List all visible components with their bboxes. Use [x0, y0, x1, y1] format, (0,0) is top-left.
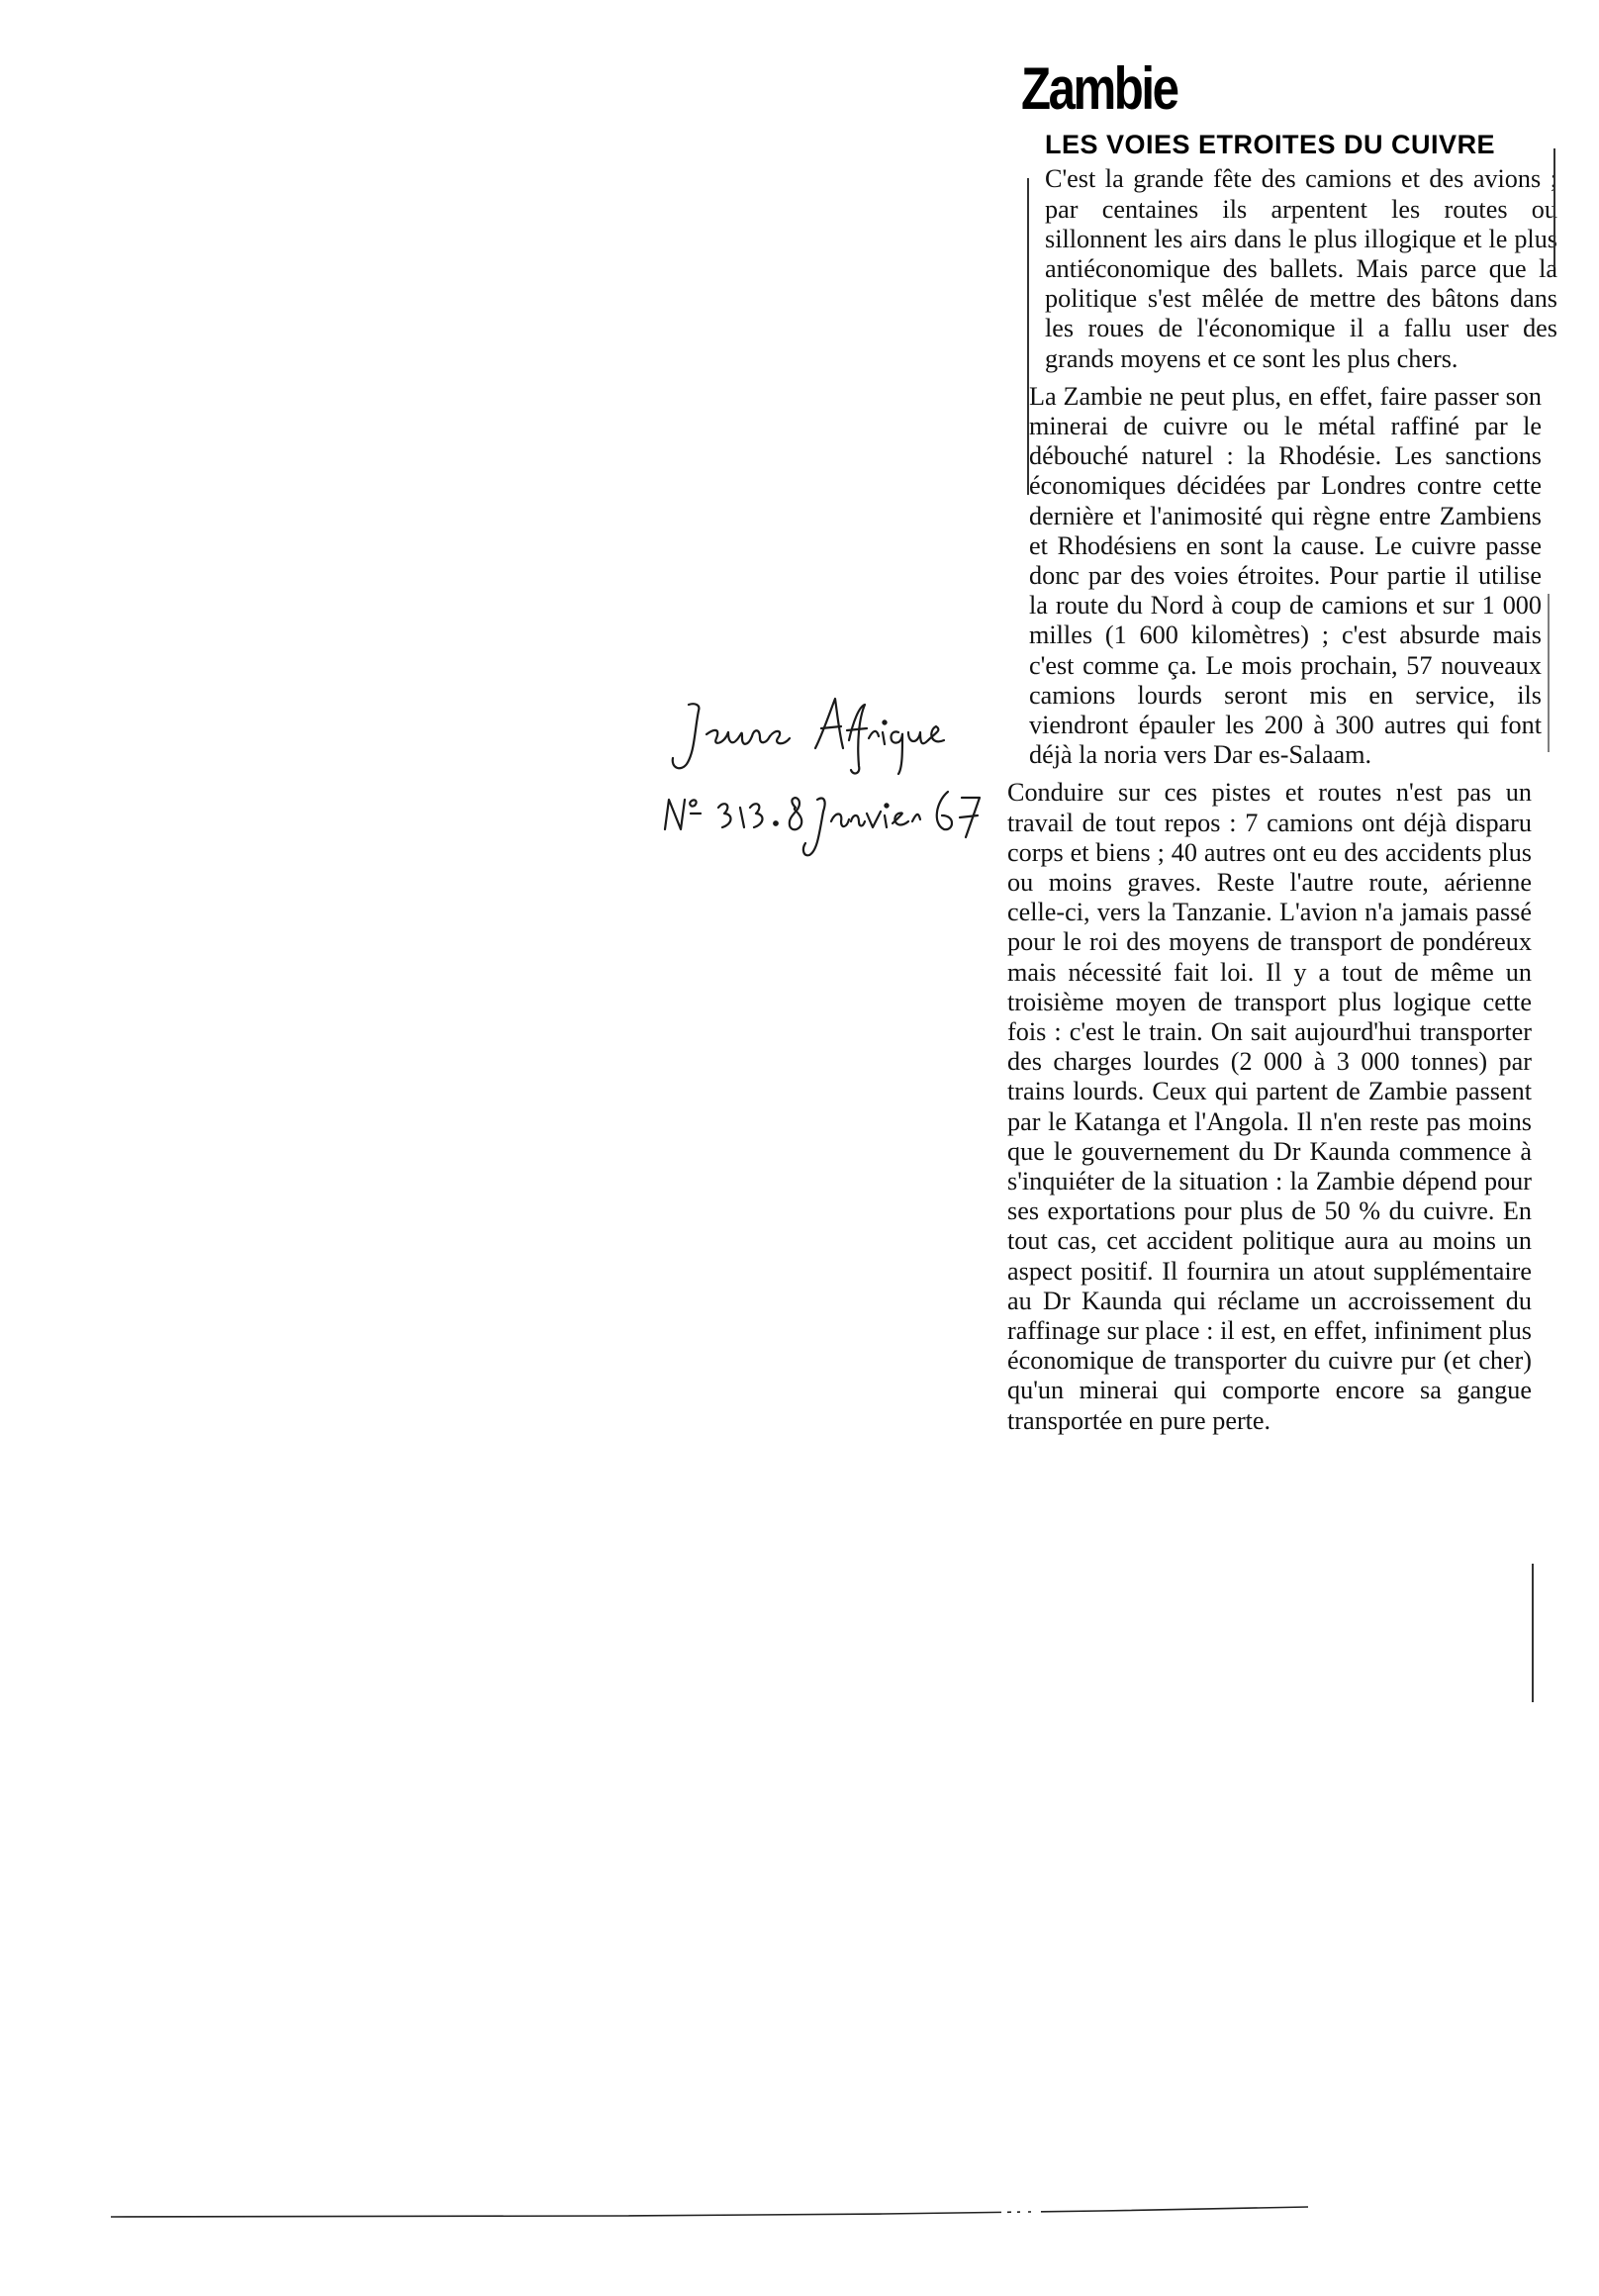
handwriting-drawing — [629, 683, 1025, 881]
newspaper-clipping — [1007, 55, 1557, 1436]
article-paragraph-1: C'est la grande fête des camions et des avions ; par centaines ils arpentent les routes ou sillonnent les airs dans le plus illogique et le plus antiéconomique des ballets. Mais parce que la politique s'est mêlée de mettre des bâtons dans les roues de l'économique il a fallu user des grands moyens et ce sont les plus chers. — [1045, 164, 1557, 373]
bottom-horizontal-rule — [111, 2205, 1318, 2225]
article-paragraph-3: Conduire sur ces pistes et routes n'est pas un travail de tout repos : 7 camions ont déjà disparu corps et biens ; 40 autres ont eu des accidents plus ou moins graves. Reste l'autre route, aérienne celle-ci, vers la Tanzanie. L'avion n'a jamais passé pour le roi des moyens de transport de pondéreux mais nécessité fait loi. Il y a tout de même un troisième moyen de transport plus logique cette fois : c'est le train. On sait aujourd'hui transporter des charges lourdes (2 000 à 3 000 tonnes) par trains lourds. Ceux qui partent de Zambie passent par le Katanga et l'Angola. Il n'en reste pas moins que le gouvernement du Dr Kaunda commence à s'inquiéter de la situation : la Zambie dépend pour ses exportations pour plus de 50 % du cuivre. En tout cas, cet accident politique aura au moins un aspect positif. Il fournira un atout supplémentaire au Dr Kaunda qui réclame un accroissement du raffinage sur place : il est, en effet, infiniment plus économique de transporter du cuivre pur (et cher) qu'un minerai qui comporte encore sa gangue transportée en pure perte. — [1007, 778, 1532, 1435]
clipping-right-margin-line-2 — [1546, 594, 1552, 752]
article-country-title: Zambie — [1021, 55, 1177, 122]
article-paragraph-2: La Zambie ne peut plus, en effet, faire passer son minerai de cuivre ou le métal raffiné par le débouché naturel : la Rhodésie. Les sanctions économiques décidées par Londres contre cette dernière et l'animosité qui règne entre Zambiens et Rhodésiens en sont la cause. Le cuivre passe donc par des voies étroites. Pour partie il utilise la route du Nord à coup de camions et sur 1 000 milles (1 600 kilomètres) ; c'est absurde mais c'est comme ça. Le mois prochain, 57 nouveaux camions lourds seront mis en service, ils viendront épauler les 200 à 300 autres qui font déjà la noria vers Dar es-Salaam. — [1029, 381, 1542, 770]
clipping-right-margin-line-3 — [1530, 1564, 1536, 1702]
clipping-left-margin-line — [1025, 178, 1031, 495]
clipping-right-margin-line — [1552, 148, 1557, 267]
article-headline: LES VOIES ETROITES DU CUIVRE — [1045, 130, 1496, 159]
handwritten-source-note — [629, 683, 1025, 881]
